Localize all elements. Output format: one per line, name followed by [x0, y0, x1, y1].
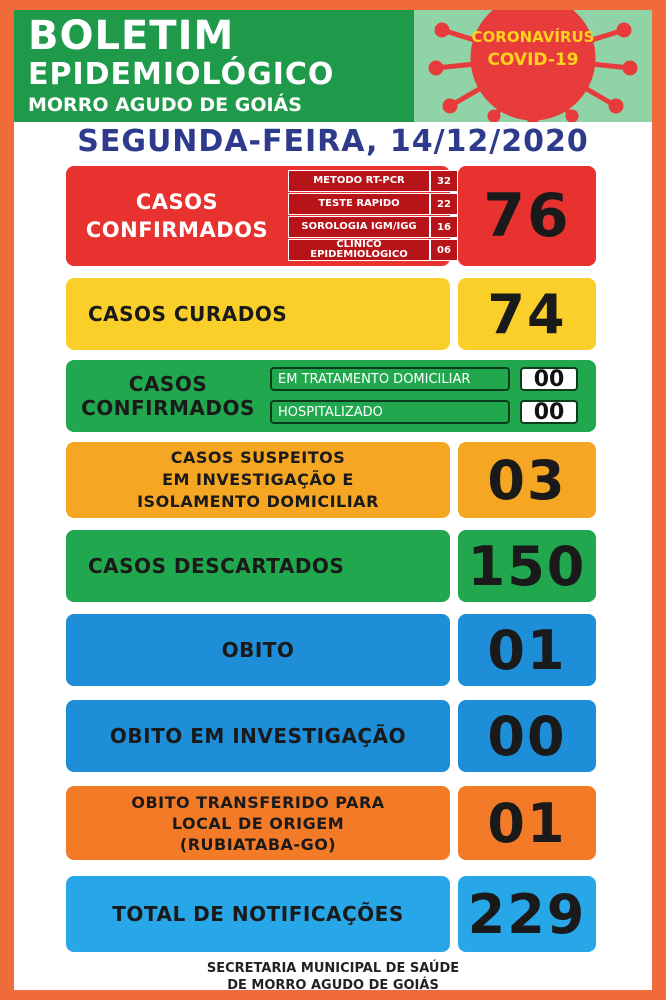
active-label-line2: CONFIRMADOS [81, 396, 255, 420]
breakdown-row [288, 193, 458, 215]
hospitalized-row [270, 400, 580, 426]
breakdown-value: 22 [430, 193, 458, 215]
breakdown-row [288, 239, 458, 261]
breakdown-value: 16 [430, 216, 458, 238]
footer-line1: SECRETARIA MUNICIPAL DE SAÚDE [206, 961, 460, 976]
breakdown-value: 32 [430, 170, 458, 192]
footer [14, 960, 652, 994]
row-notifications [66, 876, 596, 952]
discarded-value: 150 [458, 530, 596, 602]
breakdown-name: TESTE RAPIDO [288, 193, 430, 215]
deaths-value: 01 [458, 614, 596, 686]
hospitalized-value: 00 [520, 400, 578, 424]
active-label-line1: CASOS [128, 372, 208, 396]
title-line2: EPIDEMIOLÓGICO [28, 57, 335, 92]
breakdown-name: METODO RT-PCR [288, 170, 430, 192]
footer-line2: DE MORRO AGUDO DE GOIÁS [227, 978, 439, 993]
notifications-label: TOTAL DE NOTIFICAÇÕES [66, 876, 450, 952]
notifications-value: 229 [458, 876, 596, 952]
suspected-label-line3: ISOLAMENTO DOMICILIAR [137, 492, 379, 511]
row-suspected [66, 442, 596, 518]
suspected-label-box [66, 442, 450, 518]
home-treatment-value: 00 [520, 367, 578, 391]
breakdown-value: 06 [430, 239, 458, 261]
confirmed-label-line1: CASOS [135, 190, 219, 214]
home-treatment-row [270, 367, 580, 393]
confirmed-total: 76 [458, 166, 596, 266]
deaths-investigation-value: 00 [458, 700, 596, 772]
row-discarded [66, 530, 596, 602]
deaths-transferred-label-box [66, 786, 450, 860]
suspected-label-line2: EM INVESTIGAÇÃO E [162, 470, 354, 489]
confirmed-breakdown-table [288, 170, 458, 262]
title-line1: BOLETIM [28, 13, 235, 59]
suspected-value: 03 [458, 442, 596, 518]
breakdown-name: SOROLOGIA IGM/IGG [288, 216, 430, 238]
row-deaths-transferred [66, 786, 596, 860]
breakdown-row [288, 216, 458, 238]
cured-value: 74 [458, 278, 596, 350]
confirmed-label-line2: CONFIRMADOS [85, 218, 269, 242]
header-banner [14, 10, 414, 122]
cured-label: CASOS CURADOS [66, 278, 450, 350]
breakdown-name: CLINICO EPIDEMIOLOGICO [288, 239, 430, 261]
badge-line2: COVID-19 [487, 50, 579, 70]
hospitalized-label: HOSPITALIZADO [270, 400, 510, 424]
badge-line1: CORONAVÍRUS [471, 28, 595, 46]
city-name: MORRO AGUDO DE GOIÁS [28, 94, 302, 116]
row-cured [66, 278, 596, 350]
home-treatment-label: EM TRATAMENTO DOMICILIAR [270, 367, 510, 391]
suspected-label-line1: CASOS SUSPEITOS [170, 448, 346, 467]
row-deaths-investigation [66, 700, 596, 772]
deaths-transferred-line3: (RUBIATABA-GO) [179, 834, 337, 854]
deaths-transferred-value: 01 [458, 786, 596, 860]
breakdown-row [288, 170, 458, 192]
row-deaths [66, 614, 596, 686]
deaths-label: OBITO [66, 614, 450, 686]
discarded-label: CASOS DESCARTADOS [66, 530, 450, 602]
row-active [66, 360, 596, 432]
bulletin-date: SEGUNDA-FEIRA, 14/12/2020 [77, 124, 589, 159]
deaths-transferred-line2: LOCAL DE ORIGEM [171, 813, 345, 833]
row-confirmed [66, 166, 596, 266]
coronavirus-badge [414, 10, 652, 122]
deaths-investigation-label: OBITO EM INVESTIGAÇÃO [66, 700, 450, 772]
deaths-transferred-line1: OBITO TRANSFERIDO PARA [131, 792, 385, 812]
